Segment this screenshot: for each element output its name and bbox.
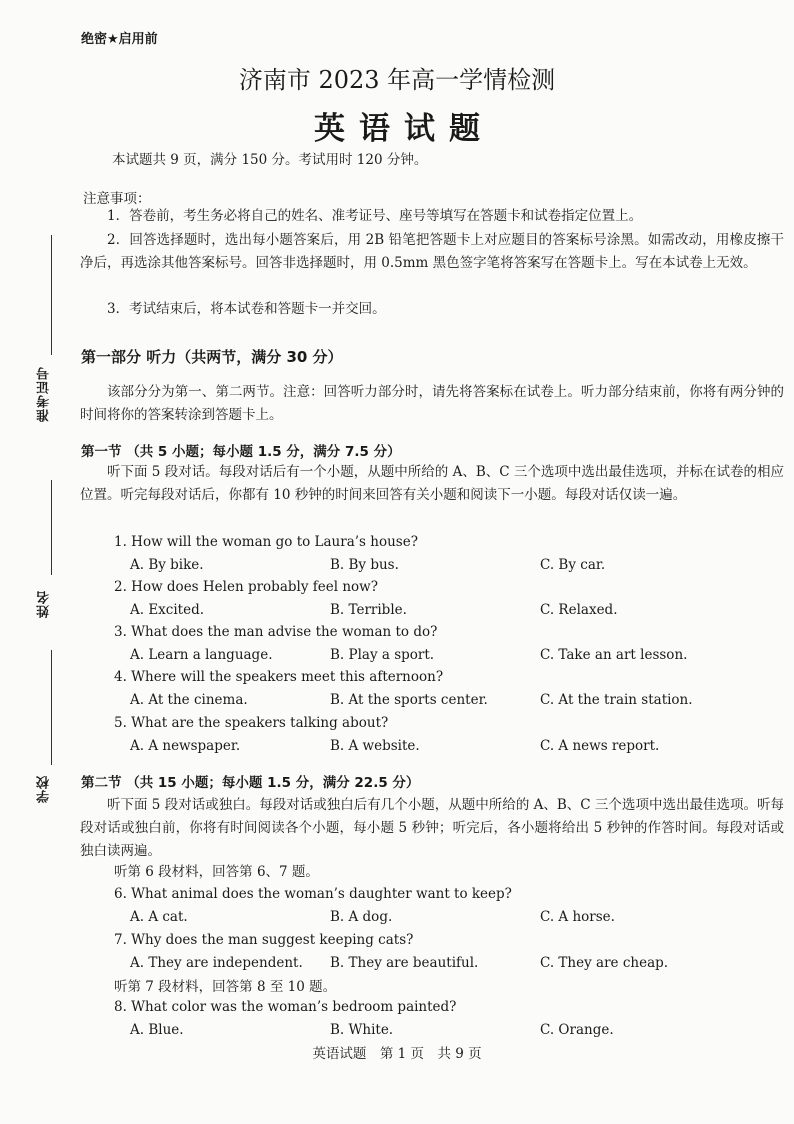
note-item-1: 1．答卷前，考生务必将自己的姓名、准考证号、座号等填写在答题卡和试卷指定位置上。: [107, 208, 643, 224]
q4-option-b: B. At the sports center.: [330, 692, 488, 708]
question-7: 7. Why does the man suggest keeping cats?: [114, 932, 414, 948]
q2-option-a: A. Excited.: [130, 602, 205, 618]
q3-option-c: C. Take an art lesson.: [540, 647, 688, 663]
question-8: 8. What color was the woman’s bedroom painted?: [114, 999, 457, 1015]
q7-option-b: B. They are beautiful.: [330, 955, 479, 971]
q5-option-c: C. A news report.: [540, 738, 660, 754]
notes-heading: 注意事项：: [83, 191, 151, 207]
page-footer: 英语试题 第 1 页 共 9 页: [312, 1046, 482, 1062]
note-item-2: 2．回答选择题时，选出每小题答案后，用 2B 铅笔把答题卡上对应题目的答案标号涂黑。如需改动，用橡皮擦干净后，再选涂其他答案标号。回答非选择题时，用 0.5mm 黑色签字笔将答案写在答题卡上。写在本试卷上无效。: [80, 232, 784, 271]
question-6: 6. What animal does the woman’s daughter want to keep?: [114, 886, 512, 902]
question-5: 5. What are the speakers talking about?: [114, 715, 389, 731]
part1-heading: 第一部分 听力（共两节，满分 30 分）: [81, 348, 343, 366]
q5-option-a: A. A newspaper.: [130, 738, 241, 754]
section2-intro: 听下面 5 段对话或独白。每段对话或独白后有几个小题，从题中所给的 A、B、C 三个选项中选出最佳选项。听每段对话或独白前，你将有时间阅读各个小题，每小题 5 秒钟；听完后，各小题将给出 5 秒钟的作答时间。每段对话或独白读两遍。: [80, 797, 784, 859]
q6-option-c: C. A horse.: [540, 909, 615, 925]
section1-heading: 第一节 （共 5 小题；每小题 1.5 分，满分 7.5 分）: [81, 444, 401, 460]
q8-option-c: C. Orange.: [540, 1022, 614, 1038]
q4-option-a: A. At the cinema.: [130, 692, 248, 708]
confidential-label: 绝密★启用前: [81, 32, 158, 47]
question-3: 3. What does the man advise the woman to do?: [114, 624, 438, 640]
name-line: [51, 480, 52, 575]
question-2: 2. How does Helen probably feel now?: [114, 579, 378, 595]
section2-heading: 第二节 （共 15 小题；每小题 1.5 分，满分 22.5 分）: [81, 775, 420, 791]
material-7-instruction: 听第 7 段材料，回答第 8 至 10 题。: [114, 979, 337, 995]
part1-intro: 该部分分为第一、第二两节。注意：回答听力部分时，请先将答案标在试卷上。听力部分结束前，你将有两分钟的时间将你的答案转涂到答题卡上。: [80, 384, 784, 423]
subject-title: 英语试题: [314, 111, 494, 147]
q2-option-c: C. Relaxed.: [540, 602, 618, 618]
question-4: 4. Where will the speakers meet this afternoon?: [114, 669, 444, 685]
q8-option-b: B. White.: [330, 1022, 394, 1038]
q1-option-a: A. By bike.: [130, 557, 204, 573]
q7-option-c: C. They are cheap.: [540, 955, 669, 971]
q3-option-b: B. Play a sport.: [330, 647, 435, 663]
q1-option-b: B. By bus.: [330, 557, 399, 573]
school-line: [51, 650, 52, 765]
exam-intro: 本试题共 9 页，满分 150 分。考试用时 120 分钟。: [112, 152, 428, 168]
q7-option-a: A. They are independent.: [130, 955, 303, 971]
q4-option-c: C. At the train station.: [540, 692, 693, 708]
exam-no-label: 准考证号: [37, 366, 52, 422]
section1-intro: 听下面 5 段对话。每段对话后有一个小题，从题中所给的 A、B、C 三个选项中选出最佳选项，并标在试卷的相应位置。听完每段对话后，你都有 10 秒钟的时间来回答有关小题和阅读下一小题。每段对话仅读一遍。: [80, 464, 784, 503]
name-label: 姓名: [37, 590, 52, 618]
q3-option-a: A. Learn a language.: [130, 647, 273, 663]
exam-title: 济南市 2023 年高一学情检测: [238, 66, 556, 94]
material-6-instruction: 听第 6 段材料，回答第 6、7 题。: [114, 864, 319, 880]
q8-option-a: A. Blue.: [130, 1022, 184, 1038]
q5-option-b: B. A website.: [330, 738, 420, 754]
q6-option-b: B. A dog.: [330, 909, 393, 925]
q6-option-a: A. A cat.: [130, 909, 188, 925]
exam-no-line: [51, 235, 52, 355]
school-label: 学校: [37, 775, 52, 803]
note-item-3: 3．考试结束后，将本试卷和答题卡一并交回。: [107, 301, 386, 317]
q2-option-b: B. Terrible.: [330, 602, 407, 618]
q1-option-c: C. By car.: [540, 557, 606, 573]
question-1: 1. How will the woman go to Laura’s house?: [114, 534, 418, 550]
